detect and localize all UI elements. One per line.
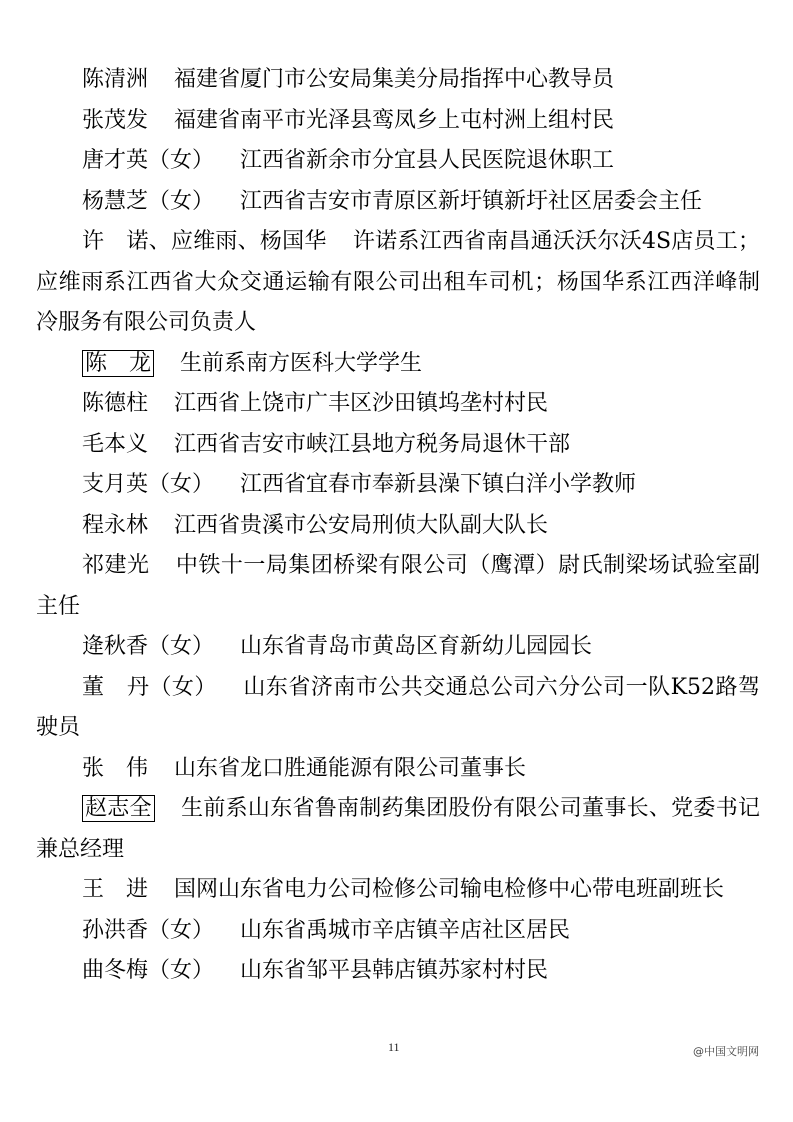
list-item [36,749,760,790]
honoree-name-boxed: 陈 龙 [82,350,154,377]
honoree-description: 江西省吉安市峡江县地方税务局退休干部 [174,431,571,457]
list-item [36,141,760,182]
list-item [36,222,760,344]
honoree-description: 江西省宜春市奉新县澡下镇白洋小学教师 [240,472,637,497]
honoree-name: 唐才英（女） [82,148,215,173]
list-item [36,627,760,668]
list-item [36,951,760,992]
honoree-name: 曲冬梅（女） [82,958,215,983]
list-item [36,506,760,547]
list-item [36,101,760,142]
honoree-description: 江西省吉安市青原区新圩镇新圩社区居委会主任 [240,188,703,214]
honoree-description: 江西省新余市分宜县人民医院退休职工 [240,148,615,173]
honoree-name: 杨慧芝（女） [82,188,215,214]
honoree-name: 张茂发 [82,107,149,133]
honoree-name: 祁建光 [82,553,150,578]
honoree-description: 山东省邹平县韩店镇苏家村村民 [240,958,549,983]
list-item [36,546,760,627]
honoree-name: 董 丹（女） [82,674,217,700]
honoree-name: 陈清洲 [82,67,149,92]
list-item [36,789,760,870]
list-item [36,60,760,101]
honoree-description: 江西省贵溪市公安局刑侦大队副大队长 [174,512,549,538]
honoree-name: 王 进 [82,877,149,902]
honoree-description: 中铁十一局集团桥梁有限公司（鹰潭）尉氏制梁场试验室副主任 [36,553,760,619]
page-number: 11 [388,1040,400,1054]
list-item [36,182,760,223]
honoree-description: 山东省青岛市黄岛区育新幼儿园园长 [240,634,593,659]
honoree-description: 许诺系江西省南昌通沃沃尔沃4S店员工；应维雨系江西省大众交通运输有限公司出租车司机；杨国华系江西洋峰制冷服务有限公司负责人 [36,229,760,335]
honoree-description: 山东省龙口胜通能源有限公司董事长 [174,755,527,781]
list-item [36,344,760,385]
honoree-description: 福建省厦门市公安局集美分局指挥中心教导员 [174,67,615,92]
honoree-name: 逄秋香（女） [82,634,215,659]
list-item [36,465,760,506]
list-item [36,911,760,952]
list-item [36,870,760,911]
honoree-description: 生前系南方医科大学学生 [180,350,423,376]
honoree-name: 许 诺、应维雨、杨国华 [82,229,327,254]
list-item [36,668,760,749]
honoree-description: 福建省南平市光泽县鸾凤乡上屯村洲上组村民 [174,107,615,133]
list-item [36,384,760,425]
honoree-name: 孙洪香（女） [82,917,215,943]
honoree-name: 支月英（女） [82,472,215,497]
honoree-description: 山东省禹城市辛店镇辛店社区居民 [240,917,571,943]
honoree-description: 生前系山东省鲁南制药集团股份有限公司董事长、党委书记兼总经理 [36,796,760,862]
honoree-name: 陈德柱 [82,391,149,416]
honoree-description: 国网山东省电力公司检修公司输电检修中心带电班副班长 [174,877,725,902]
list-item [36,425,760,466]
honoree-name: 毛本义 [82,431,149,457]
honoree-list [36,60,760,992]
honoree-name-boxed: 赵志全 [82,795,155,822]
honoree-name: 张 伟 [82,755,149,781]
honoree-name: 程永林 [82,512,149,538]
watermark: @中国文明网 [693,1045,759,1058]
honoree-description: 山东省济南市公共交通总公司六分公司一队K52路驾驶员 [36,674,760,740]
honoree-description: 江西省上饶市广丰区沙田镇坞垄村村民 [174,391,549,416]
